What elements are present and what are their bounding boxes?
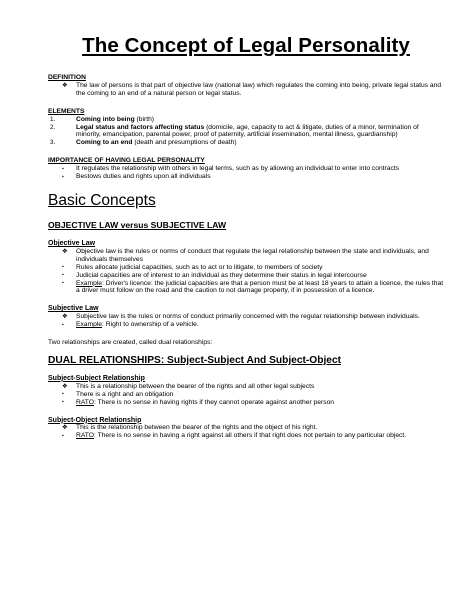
objective-vs-subjective-heading: OBJECTIVE LAW versus SUBJECTIVE LAW [48, 219, 227, 230]
objective-law-section [48, 240, 444, 295]
list-item-text: (birth) [134, 115, 155, 123]
subjective-law-heading: Subjective Law [48, 305, 99, 313]
importance-section [48, 157, 444, 181]
list-item-text: This is the relationship between the bearer of the rights and the object of his right. [76, 424, 318, 432]
list-item [48, 399, 444, 407]
list-item-label: Example [76, 279, 103, 287]
list-item [48, 248, 444, 264]
square-bullet-icon: ▪ [62, 280, 64, 286]
square-bullet-icon: ▪ [62, 165, 64, 172]
list-item-lead: Legal status and factors affecting status [76, 123, 205, 131]
diamond-bullet-icon: ❖ [62, 247, 68, 255]
list-item [48, 173, 444, 181]
list-item [48, 280, 444, 296]
objective-law-list [48, 248, 444, 295]
subjective-law-section [48, 305, 444, 329]
list-item [48, 313, 444, 321]
list-item [48, 432, 444, 440]
definition-section [48, 74, 444, 98]
list-number: 3. [50, 139, 56, 147]
subject-subject-section [48, 375, 444, 407]
diamond-bullet-icon: ❖ [62, 382, 68, 390]
elements-section [48, 108, 444, 148]
diamond-bullet-icon: ❖ [62, 81, 68, 89]
list-item-label: Example [76, 321, 103, 329]
list-item-label: RATO [76, 398, 94, 406]
list-item-text: Objective law is the rules or norms of conduct that regulate the legal relationship between the state and individuals, and individuals themselves [76, 247, 429, 263]
list-item [48, 264, 444, 272]
definition-list [48, 82, 444, 98]
square-bullet-icon: ▪ [62, 432, 64, 439]
square-bullet-icon: ▪ [62, 391, 64, 398]
diamond-bullet-icon: ❖ [62, 424, 68, 432]
list-item-text: : There is no sense in having a right against all others if that right does not pertain to any particular object. [93, 432, 407, 440]
importance-heading: IMPORTANCE OF HAVING LEGAL PERSONALITY [48, 157, 205, 165]
importance-list [48, 165, 444, 181]
list-item-text: : Right to ownership of a vehicle. [102, 321, 199, 329]
basic-concepts-heading: Basic Concepts [48, 191, 156, 209]
list-item-lead: Coming into being [76, 115, 135, 123]
list-item-text: (death and presumptions of death) [132, 139, 237, 147]
definition-heading: DEFINITION [48, 74, 86, 81]
list-item-text: The law of persons is that part of objective law (national law) which regulates the coming into being, private legal status and the coming to an end of a natural person or legal status. [76, 81, 442, 97]
dual-relationships-intro: Two relationships are created, called dual relationships: [48, 339, 213, 347]
list-item-text: : There is no sense in having rights if they cannot operate against another person [93, 398, 335, 406]
list-item [48, 391, 444, 399]
square-bullet-icon: ▪ [62, 264, 64, 271]
list-item-text: (domicile, age, capacity to act & litigate, duties of a minor, termination of minority, emancipation, parental power, proof of paternity, artificial insemination, mental illness, guardianship) [76, 123, 419, 139]
subjective-law-list [48, 313, 444, 329]
square-bullet-icon: ▪ [62, 399, 64, 406]
list-item-lead: Coming to an end [76, 139, 133, 147]
list-item-text: Judicial capacities are of interest to an individual as they determine their status in legal intercourse [76, 271, 367, 279]
square-bullet-icon: ▪ [62, 321, 64, 328]
list-item-text: Subjective law is the rules or norms of conduct primarily concerned with the regular relationship between individuals. [76, 313, 420, 321]
list-item [48, 116, 444, 124]
list-item-text: There is a right and an obligation [76, 390, 174, 398]
square-bullet-icon: ▪ [62, 173, 64, 180]
subject-object-heading: Subject-Object Relationship [48, 416, 142, 424]
list-item-text: : Driver's licence: the judicial capacities are that a person must be at least 18 years to attain a licence, the rules that a driver must follow on the road and the caution to not damage property, if in possession of a licence. [76, 279, 444, 295]
list-item [48, 272, 444, 280]
list-item [48, 124, 444, 140]
list-item-label: RATO [76, 432, 94, 440]
list-item [48, 82, 444, 98]
objective-law-heading: Objective Law [48, 239, 96, 247]
list-item [48, 383, 444, 391]
list-item-text: Rules allocate judicial capacities, such as to act or to litigate, to members of society [76, 263, 323, 271]
list-item [48, 321, 444, 329]
elements-heading: ELEMENTS [48, 107, 85, 115]
diamond-bullet-icon: ❖ [62, 313, 68, 321]
list-item [48, 139, 444, 147]
subject-subject-list [48, 383, 444, 407]
list-item [48, 165, 444, 173]
subject-subject-heading: Subject-Subject Relationship [48, 374, 145, 382]
subject-object-list [48, 424, 444, 440]
subject-object-section [48, 417, 444, 441]
document-title: The Concept of Legal Personality [82, 34, 410, 57]
list-item-text: This is a relationship between the bearer of the rights and all other legal subjects [76, 382, 315, 390]
list-item [48, 424, 444, 432]
square-bullet-icon: ▪ [62, 272, 64, 279]
list-item-text: Bestows duties and rights upon all individuals [76, 173, 211, 181]
elements-list [48, 116, 444, 148]
list-number: 1. [50, 115, 56, 123]
list-item-text: It regulates the relationship with others in legal terms, such as by allowing an individual to enter into contracts [76, 165, 400, 173]
list-number: 2. [50, 123, 56, 131]
dual-relationships-heading: DUAL RELATIONSHIPS: Subject-Subject And Subject-Object [48, 354, 342, 366]
